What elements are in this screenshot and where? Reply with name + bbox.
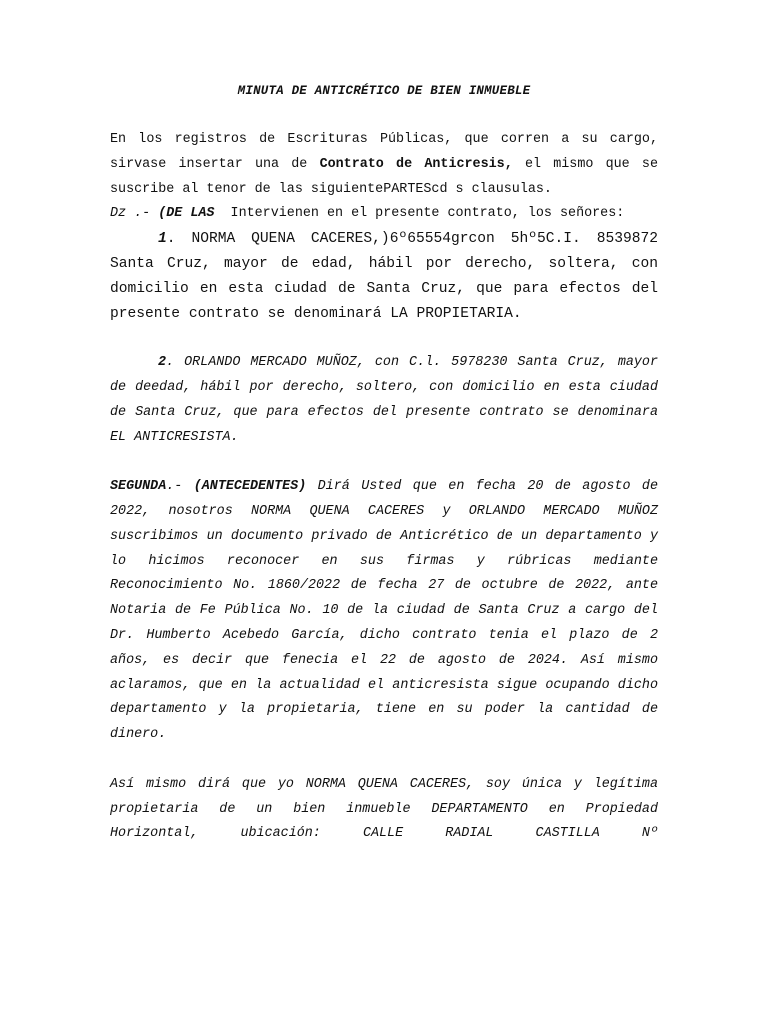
party-2-paragraph: [110, 351, 658, 450]
first-clause-text: Intervienen en el presente contrato, los señores:: [214, 206, 625, 222]
spacer: [110, 326, 658, 351]
contract-type-bold: Contrato de Anticresis,: [319, 156, 513, 172]
second-clause-sep: .-: [166, 479, 194, 495]
first-clause-prefix: Dz .-: [110, 206, 159, 222]
party-1-paragraph: [110, 227, 658, 326]
intro-text-1: En los registros de Escrituras Públicas, que corren a su cargo, sirvase insertar una de: [110, 132, 658, 172]
second-clause-text: Dirá Usted que en fecha 20 de agosto de 2022, nosotros NORMA QUENA CACERES y ORLANDO MERCADO MUÑOZ suscribimos un documento privado de Anticrético de un departamento y lo hicimos reconocer en sus firmas y rúbricas mediante Reconocimiento No. 1860/2022 de fecha 27 de octubre de 2022, ante Notaria de Fe Pública No. 10 de la ciudad de Santa Cruz a cargo del Dr. Humberto Acebedo García, dicho contrato tenia el plazo de 2 años, es decir que fenecia el 22 de agosto de 2024. Así mismo aclaramos, que en la actualidad el anticresista sigue ocupando dicho departamento y la propietaria, tiene en su poder la cantidad de dinero.: [110, 479, 658, 743]
second-clause-heading: (ANTECEDENTES): [193, 479, 307, 495]
first-clause-paragraph: [110, 202, 658, 227]
document-page: [110, 84, 658, 847]
party-2-number: 2: [158, 355, 167, 371]
document-title: MINUTA DE ANTICRÉTICO DE BIEN INMUEBLE: [237, 84, 531, 98]
second-clause-paragraph: [110, 475, 658, 748]
second-clause-label: SEGUNDA: [110, 479, 167, 495]
party-1-number: 1: [158, 231, 167, 248]
intro-text-2: el mismo que se suscribe al tenor de las siguientePARTEScd s clausulas.: [110, 156, 658, 197]
party-1-text: . NORMA QUENA CACERES,)6º65554grcon 5hº5C.I. 8539872 Santa Cruz, mayor de edad, hábil por derecho, soltera, con domicilio en esta ciudad de Santa Cruz, que para efectos del presente contrato se denominará LA PROPIETARIA.: [110, 231, 658, 322]
party-2-text: . ORLANDO MERCADO MUÑOZ, con C.l. 5978230 Santa Cruz, mayor de deedad, hábil por derecho, soltero, con domicilio en esta ciudad de Santa Cruz, que para efectos del presente contrato se denominara EL ANTICRESISTA.: [110, 355, 658, 445]
intro-paragraph: [110, 128, 658, 202]
spacer: [110, 748, 658, 773]
spacer: [110, 450, 658, 475]
ownership-paragraph: Así mismo dirá que yo NORMA QUENA CACERES, soy única y legítima propietaria de un bien inmueble DEPARTAMENTO en Propiedad Horizontal, ubicación: CALLE RADIAL CASTILLA Nº: [110, 776, 658, 842]
first-clause-heading: (DE LAS: [158, 206, 215, 222]
